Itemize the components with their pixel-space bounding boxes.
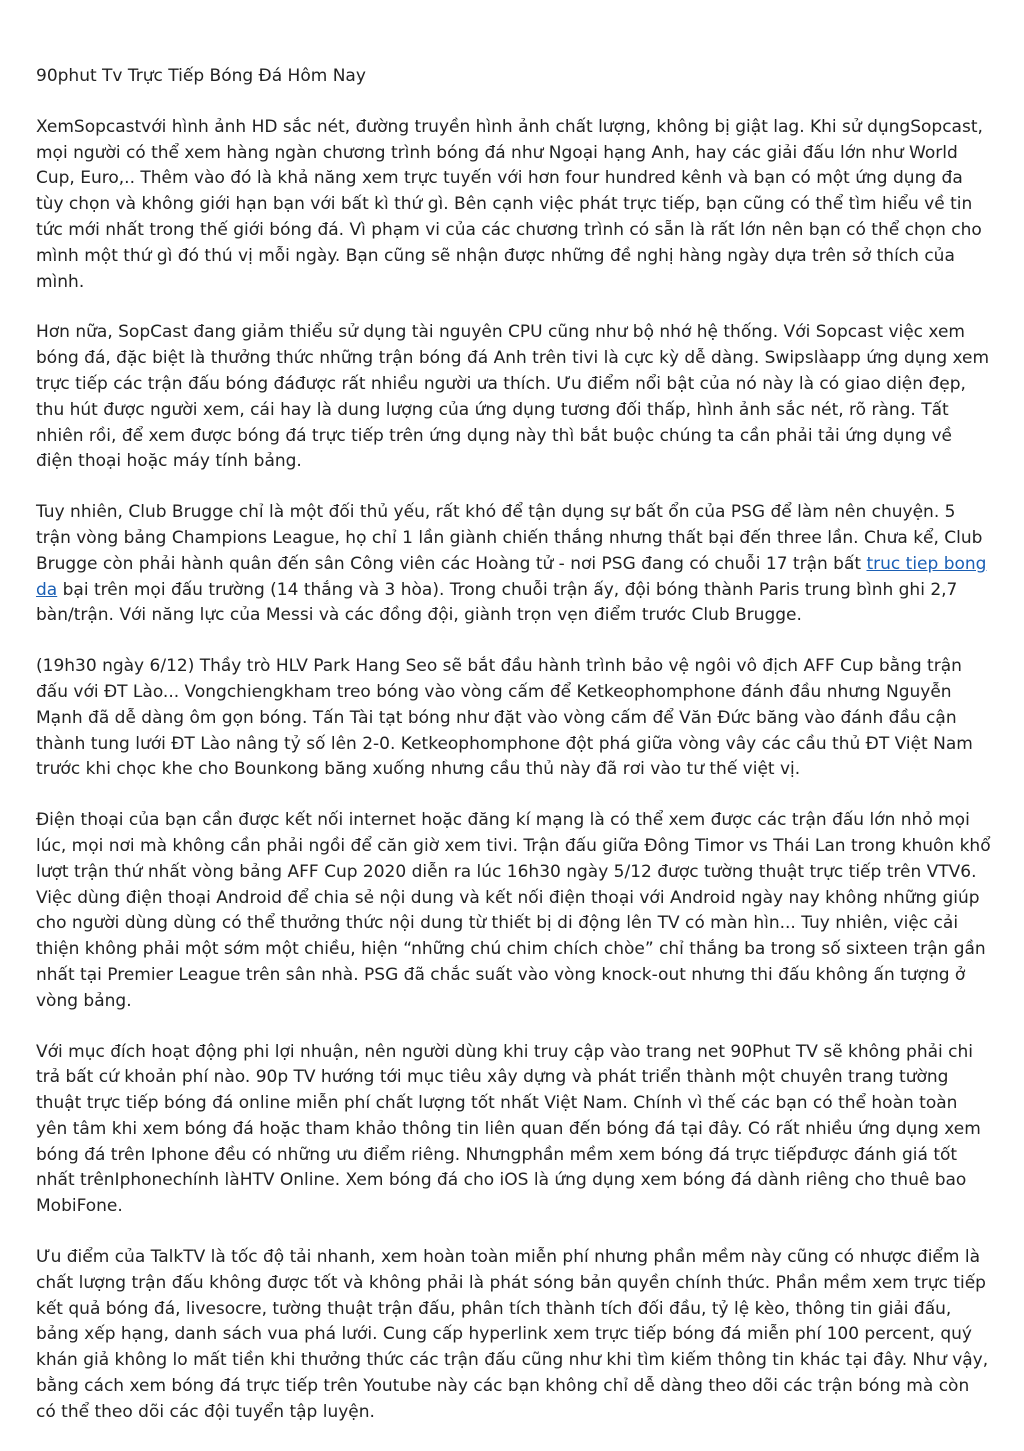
paragraph-6: Với mục đích hoạt động phi lợi nhuận, nên người dùng khi truy cập vào trang net 90Phut TV sẽ không phải chi trả bất cứ khoản phí nào. 90p TV hướng tới mục tiêu xây dựng và phát triển thành một chuyên trang tường thuật trực tiếp bóng đá online miễn phí chất lượng tốt nhất Việt Nam. Chính vì thế các bạn có thể hoàn toàn yên tâm khi xem bóng đá hoặc tham khảo thông tin liên quan đến bóng đá tại đây. Có rất nhiều ứng dụng xem bóng đá trên Iphone đều có những ưu điểm riêng. Nhưngphần mềm xem bóng đá trực tiếpđược đánh giá tốt nhất trênIphonechính làHTV Online. Xem bóng đá cho iOS là ứng dụng xem bóng đá dành riêng cho thuê bao MobiFone. bbox=[36, 1041, 981, 1217]
paragraph-3 bbox=[36, 500, 992, 629]
paragraph-3-text-before: Tuy nhiên, Club Brugge chỉ là một đối thủ yếu, rất khó để tận dụng sự bất ổn của PSG để làm nên chuyện. 5 trận vòng bảng Champions League, họ chỉ 1 lần giành chiến thắng nhưng thất bại đến three lần. Chưa kể, Club Brugge còn phải hành quân đến sân Công viên các Hoàng tử - nơi PSG đang có chuỗi 17 trận bất bbox=[36, 502, 983, 574]
paragraph-1: XemSopcastvới hình ảnh HD sắc nét, đường truyền hình ảnh chất lượng, không bị giật lag. Khi sử dụngSopcast, mọi người có thể xem hàng ngàn chương trình bóng đá như Ngoại hạng Anh, hay các giải đấu lớn như World Cup, Euro,.. Thêm vào đó là khả năng xem trực tuyến với hơn four hundred kênh và bạn có một ứng dụng đa tùy chọn và không giới hạn bạn với bất kì thứ gì. Bên cạnh việc phát trực tiếp, bạn cũng có thể tìm hiểu về tin tức mới nhất trong thế giới bóng đá. Vì phạm vi của các chương trình có sẵn là rất lớn nên bạn có thể chọn cho mình một thứ gì đó thú vị mỗi ngày. Bạn cũng sẽ nhận được những đề nghị hàng ngày dựa trên sở thích của mình. bbox=[36, 116, 983, 292]
paragraph-2: Hơn nữa, SopCast đang giảm thiểu sử dụng tài nguyên CPU cũng như bộ nhớ hệ thống. Với Sopcast việc xem bóng đá, đặc biệt là thưởng thức những trận bóng đá Anh trên tivi là cực kỳ dễ dàng. Swipslàapp ứng dụng xem trực tiếp các trận đấu bóng đáđược rất nhiều người ưa thích. Ưu điểm nổi bật của nó này là có giao diện đẹp, thu hút được người xem, cái hay là dung lượng của ứng dụng tương đối thấp, hình ảnh sắc nét, rõ ràng. Tất nhiên rồi, để xem được bóng đá trực tiếp trên ứng dụng này thì bắt buộc chúng ta cần phải tải ứng dụng về điện thoại hoặc máy tính bảng. bbox=[36, 322, 990, 472]
paragraph-7: Ưu điểm của TalkTV là tốc độ tải nhanh, xem hoàn toàn miễn phí nhưng phần mềm này cũng có nhược điểm là chất lượng trận đấu không được tốt và không phải là phát sóng bản quyền chính thức. Phần mềm xem trực tiếp kết quả bóng đá, livesocre, tường thuật trận đấu, phân tích thành tích đối đầu, tỷ lệ kèo, thông tin giải đấu, bảng xếp hạng, danh sách vua phá lưới. Cung cấp hyperlink xem trực tiếp bóng đá miễn phí 100 percent, quý khán giả không lo mất tiền khi thưởng thức các trận đấu cũng như khi tìm kiếm thông tin khác tại đây. Như vậy, bằng cách xem bóng đá trực tiếp trên Youtube này các bạn không chỉ dễ dàng theo dõi các trận bóng mà còn có thể theo dõi các đội tuyển tập luyện. bbox=[36, 1247, 989, 1422]
paragraph-5: Điện thoại của bạn cần được kết nối internet hoặc đăng kí mạng là có thể xem được các trận đấu lớn nhỏ mọi lúc, mọi nơi mà không cần phải ngồi để căn giờ xem tivi. Trận đấu giữa Đông Timor vs Thái Lan trong khuôn khổ lượt trận thứ nhất vòng bảng AFF Cup 2020 diễn ra lúc 16h30 ngày 5/12 được tường thuật trực tiếp trên VTV6. Việc dùng điện thoại Android để chia sẻ nội dung và kết nối điện thoại với Android ngày nay không những giúp cho người dùng dùng có thể thưởng thức nội dung từ thiết bị di động lên TV có màn hìn... Tuy nhiên, việc cải thiện không phải một sớm một chiều, hiện “những chú chim chích chòe” chỉ thắng ba trong số sixteen trận gần nhất tại Premier League trên sân nhà. PSG đã chắc suất vào vòng knock-out nhưng thi đấu không ấn tượng ở vòng bảng. bbox=[36, 810, 991, 1011]
paragraph-4: (19h30 ngày 6/12) Thầy trò HLV Park Hang Seo sẽ bắt đầu hành trình bảo vệ ngôi vô địch AFF Cup bằng trận đấu với ĐT Lào... Vongchiengkham treo bóng vào vòng cấm để Ketkeophomphone đánh đầu nhưng Nguyễn Mạnh đã dễ dàng ôm gọn bóng. Tấn Tài tạt bóng như đặt vào vòng cấm để Văn Đức băng vào đánh đầu cận thành tung lưới ĐT Lào nâng tỷ số lên 2-0. Ketkeophomphone đột phá giữa vòng vây các cầu thủ ĐT Việt Nam trước khi chọc khe cho Bounkong băng xuống nhưng cầu thủ này đã rơi vào tư thế việt vị. bbox=[36, 656, 973, 780]
truc-tiep-bong-da-link[interactable]: truc tiep bong da bbox=[36, 553, 987, 600]
paragraph-3-text-after: bại trên mọi đấu trường (14 thắng và 3 hòa). Trong chuỗi trận ấy, đội bóng thành Paris trung bình ghi 2,7 bàn/trận. Với năng lực của Messi và các đồng đội, giành trọn vẹn điểm trước Club Brugge. bbox=[36, 579, 958, 626]
document-page bbox=[36, 64, 992, 1451]
page-title: 90phut Tv Trực Tiếp Bóng Đá Hôm Nay bbox=[36, 66, 366, 86]
